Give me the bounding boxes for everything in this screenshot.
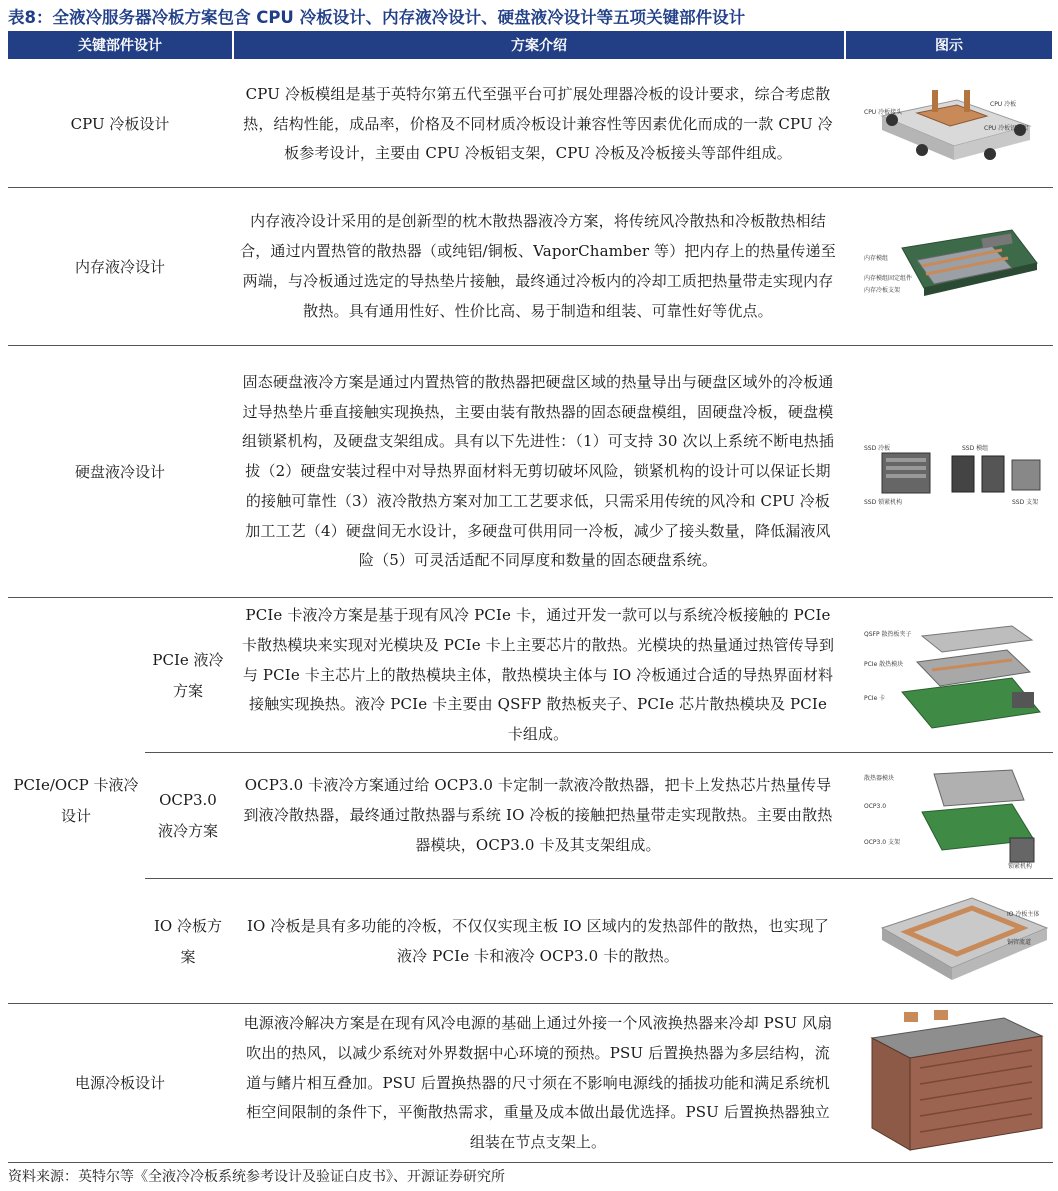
figure-label: QSFP 散热板夹子 [864,631,912,638]
row-desc-memory: 内存液冷设计采用的是创新型的枕木散热器液冷方案，将传统风冷散热和冷板散热相结合，通过内置热管的散热器（或纯铝/铜板、VaporChamber 等）把内存上的热量传递至两端，与冷板通过选定的导热垫片接触，最终通过冷板内的冷却工质把热量带走实现内存散热。具有通用性好、性价比高、易于制造和组装、可靠性好等优点。 [240,212,836,320]
row-name-memory: 内存液冷设计 [74,257,165,276]
figure-label: SSD 冷板 [864,445,891,452]
io-cold-plate-figure [862,888,1052,996]
figure-label: PCIe 卡 [864,695,886,702]
figure-label: OCP3.0 支架 [864,839,900,846]
figure-label: 内存模组 [864,255,889,262]
figure-label: SSD 支架 [1012,499,1039,506]
figure-label: 散热器模块 [864,775,895,782]
cpu-cold-plate-figure [862,68,1042,183]
row-desc-cpu: CPU 冷板模组是基于英特尔第五代至强平台可扩展处理器冷板的设计要求，综合考虑散热，结构性能，成品率，价格及不同材质冷板设计兼容性等因素优化而成的一款 CPU 冷板参考设计，主要由 CPU 冷板铝支架，CPU 冷板及冷板接头等部件组成。 [243,84,833,163]
subrow-desc-ocp: OCP3.0 卡液冷方案通过给 OCP3.0 卡定制一款液冷散热器，把卡上发热芯片热量传导到液冷散热器，最终通过散热器与系统 IO 冷板的接触把热量带走实现散热。主要由散热器模块，OCP3.0 卡及其支架组成。 [243,776,833,854]
table-bottom-rule [8,1162,1053,1163]
figure-label: 内存模组固定组件 [864,275,913,282]
figure-label: IO 冷板主体 [1007,911,1040,918]
subrow-desc-pcie: PCIe 卡液冷方案是基于现有风冷 PCIe 卡，通过开发一款可以与系统冷板接触的 PCIe 卡散热模块来实现对光模块及 PCIe 卡上主要芯片的散热。光模块的热量通过热管传导到与 PCIe 卡主芯片上的散热模块主体，散热模块主体与 IO 冷板通过合适的导热界面材料接触实现换热。液冷 PCIe 卡主要由 QSFP 散热板夹子、PCIe 芯片散热模块及 PCIe 卡组成。 [241,606,835,744]
pcie-cooling-figure [862,622,1047,737]
subrow-divider [145,878,1053,879]
row-divider [8,345,1053,346]
header-component: 关键部件设计 [8,31,232,59]
subrow-name-io: IO 冷板方案 [154,916,222,966]
psu-heat-exchanger-figure [864,1010,1049,1158]
subrow-divider [145,752,1053,753]
row-name-cpu: CPU 冷板设计 [70,115,170,133]
row-divider [8,187,1053,188]
source-note: 资料来源：英特尔等《全液冷冷板系统参考设计及验证白皮书》、开源证券研究所 [8,1169,505,1185]
ssd-cooling-figure [862,438,1047,508]
figure-label: 铜管流道 [1007,939,1032,946]
ocp-cooling-figure [862,764,1047,872]
row-name-pcie-ocp: PCIe/OCP 卡液冷设计 [13,776,139,825]
figure-label: OCP3.0 [864,803,887,810]
header-figure: 图示 [846,31,1052,59]
row-name-psu: 电源冷板设计 [74,1074,165,1092]
figure-label: CPU 冷板铝支架 [984,125,1029,132]
row-divider [8,597,1053,598]
figure-label: SSD 锁紧机构 [864,499,903,506]
table-title: 表8：全液冷服务器冷板方案包含 CPU 冷板设计、内存液冷设计、硬盘液冷设计等五项关键部件设计 [8,8,746,27]
subrow-name-pcie: PCIe 液冷方案 [152,650,224,700]
header-description: 方案介绍 [234,31,844,59]
row-desc-ssd: 固态硬盘液冷方案是通过内置热管的散热器把硬盘区域的热量导出与硬盘区域外的冷板通过导热垫片垂直接触实现换热，主要由装有散热器的固态硬盘模组，固硬盘冷板，硬盘模组锁紧机构，及硬盘支架组成。具有以下先进性：（1）可支持 30 次以上系统不断电热插拔（2）硬盘安装过程中对导热界面材料无剪切破坏风险，锁紧机构的设计可以保证长期的接触可靠性（3）液冷散热方案对加工工艺要求低，只需采用传统的风冷和 CPU 冷板加工工艺（4）硬盘间无水设计，多硬盘可供用同一冷板，减少了接头数量，降低漏液风险（5）可灵活适配不同厚度和数量的固态硬盘系统。 [242,372,834,570]
subrow-name-ocp: OCP3.0 液冷方案 [157,791,218,840]
row-name-ssd: 硬盘液冷设计 [74,462,165,481]
row-desc-psu: 电源液冷解决方案是在现有风冷电源的基础上通过外接一个风液换热器来冷却 PSU 风扇吹出的热风，以减少系统对外界数据中心环境的预热。PSU 后置换热器为多层结构，流道与鳍片相互叠加。PSU 后置换热器的尺寸须在不影响电源线的插拔功能和满足系统机柜空间限制的条件下，平衡散热需求，重量及成本做出最优选择。PSU 后置换热器独立组装在节点支架上。 [243,1014,833,1152]
figure-label: PCIe 散热模块 [864,661,904,668]
figure-label: 内存冷板支架 [864,287,901,294]
memory-cooling-figure [862,208,1042,328]
figure-label: CPU 冷板 [990,101,1017,108]
figure-label: SSD 模组 [962,445,989,452]
subrow-desc-io: IO 冷板是具有多功能的冷板，不仅仅实现主板 IO 区域内的发热部件的散热，也实现了液冷 PCIe 卡和液冷 OCP3.0 卡的散热。 [246,916,830,965]
figure-label: 锁紧机构 [1008,863,1033,870]
figure-label: CPU 冷板接头 [864,109,903,116]
row-divider [8,1003,1053,1004]
